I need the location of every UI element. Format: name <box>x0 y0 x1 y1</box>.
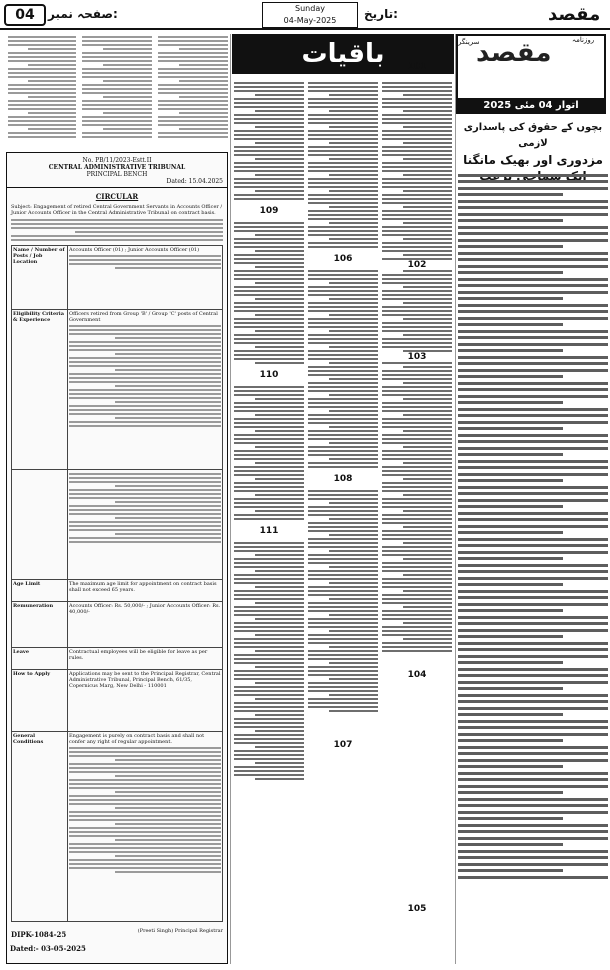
notice-row: Eligibility Criteria & Experience Officers retired from Group 'B' / Group 'C' posts of Central Government <box>12 309 222 469</box>
text-column <box>158 34 228 140</box>
continuation-number: 104 <box>382 670 452 680</box>
notice-row: Leave Contractual employees will be eligible for leave as per rules. <box>12 647 222 669</box>
continuation-number: 111 <box>259 526 279 536</box>
continuation-number: 101 <box>407 62 427 72</box>
notice-table <box>11 245 223 922</box>
continuation-number-group <box>382 260 452 270</box>
notice-office: CENTRAL ADMINISTRATIVE TRIBUNAL <box>48 164 186 171</box>
notice-subject: Subject: Engagement of retired Central Government Servants in Accounts Officer / Junior Accounts Officer in the Central Administrative Tribunal on contract basis. <box>11 204 223 216</box>
notice-intro-text <box>7 219 227 241</box>
government-notice <box>6 152 228 964</box>
notice-row: Name / Number of Posts / Job Location Accounts Officer (01) ; Junior Accounts Officer (01) <box>12 245 222 309</box>
paper-kind: روزنامہ <box>572 36 595 44</box>
left-top-columns <box>6 34 228 146</box>
paper-city: سرینگر <box>458 38 480 46</box>
masthead-title: مقصد <box>548 4 601 25</box>
text-column <box>82 34 152 140</box>
baqiyat-banner: باقیات <box>232 34 454 74</box>
page-number-label: صفحہ نمبر: <box>48 7 118 21</box>
date-text: 04-May-2025 <box>283 16 337 25</box>
continuation-number-group <box>382 670 452 680</box>
continuation-number-group <box>382 62 452 72</box>
notice-row: General Conditions Engagement is purely on contract basis and shall not confer any right of regular appointment. <box>12 731 222 921</box>
continuation-number: 108 <box>333 474 353 484</box>
day-text: Sunday <box>295 4 325 13</box>
date-box <box>262 2 358 28</box>
continuation-number: 109 <box>259 206 279 216</box>
paper-name: مقصد <box>476 38 552 68</box>
notice-ref: No. PB/11/2023-Estt.II <box>82 157 152 164</box>
notice-bench: PRINCIPAL BENCH <box>86 171 148 178</box>
continuation-number-group <box>308 740 378 750</box>
text-column <box>234 80 304 960</box>
editorial-title: مزدوری اور بھیک مانگنا <box>463 153 603 167</box>
notice-date: Dated: 15.04.2025 <box>166 178 223 185</box>
continuation-number: 110 <box>259 370 279 380</box>
continuation-number: 103 <box>382 352 452 362</box>
editorial-body <box>458 170 608 960</box>
notice-dated: Dated:- 03-05-2025 <box>10 944 86 953</box>
text-column <box>8 34 76 140</box>
date-label: تاریخ: <box>364 7 398 21</box>
column-divider <box>455 34 456 964</box>
paper-date-line: اتوار 04 مئی 2025 <box>456 98 606 114</box>
editorial-kicker: بچوں کے حقوق کی پاسداری لازمی <box>463 122 603 149</box>
notice-row: How to Apply Applications may be sent to the Principal Registrar, Central Administrative Tribunal, Principal Bench, 61/35, Copernicus Marg, New Delhi - 110001 <box>12 669 222 731</box>
text-column <box>308 80 378 960</box>
continuation-number-group <box>382 352 452 362</box>
notice-circular-title: CIRCULAR <box>95 192 139 201</box>
notice-signatory: (Preeti Singh) Principal Registrar <box>137 928 223 934</box>
notice-row: Age Limit The maximum age limit for appointment on contract basis shall not exceed 65 years. <box>12 579 222 601</box>
notice-row <box>12 469 222 579</box>
continuation-number-group <box>382 904 452 914</box>
continuation-number: 105 <box>382 904 452 914</box>
notice-row: Remuneration Accounts Officer: Rs. 50,000/- ; Junior Accounts Officer: Rs. 40,000/- <box>12 601 222 647</box>
continuation-number: 107 <box>308 740 378 750</box>
column-divider <box>230 34 231 964</box>
notice-dipk: DIPK-1084-25 <box>11 930 67 939</box>
text-column <box>382 80 452 960</box>
page-number-badge: 04 <box>4 4 46 26</box>
continuation-number: 106 <box>333 254 353 264</box>
continuation-number: 102 <box>382 260 452 270</box>
